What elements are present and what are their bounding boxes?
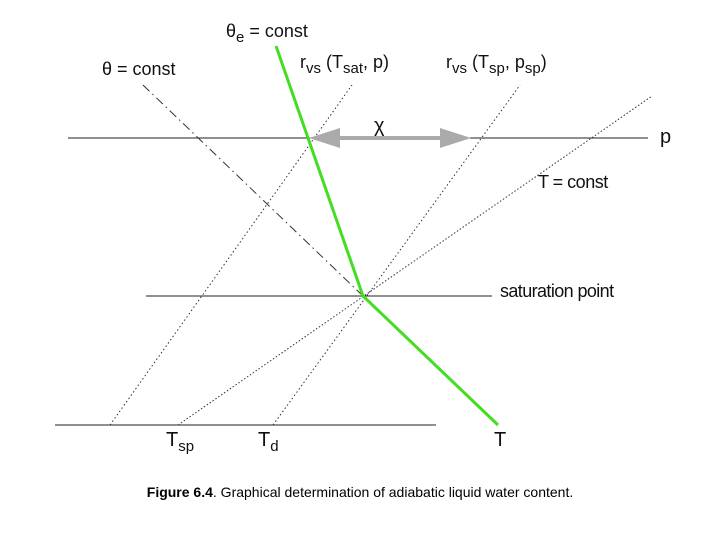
process-path xyxy=(276,46,498,425)
dry-adiabat-line xyxy=(143,85,363,296)
saturation-point-label: saturation point xyxy=(500,281,614,301)
rvs-sat-label: $r_{vs}$ ($T_{sat}$, p) xyxy=(300,52,390,77)
t-label: T xyxy=(494,429,507,451)
chi-arrow-left-head xyxy=(309,128,340,148)
figure-caption xyxy=(0,484,720,500)
theta-e-label: $\theta_e$ = const xyxy=(226,21,308,46)
chi-arrow-right-head xyxy=(440,128,471,148)
td-label: $T_d$ xyxy=(258,429,279,455)
rvs-sp-label: $r_{vs}$ ($T_{sp}$, $p_{sp}$) xyxy=(446,52,547,77)
figure-number: Figure 6.4 xyxy=(146,484,213,500)
isotherm-line xyxy=(178,96,652,425)
t-const-label: T = const xyxy=(538,172,608,192)
chi-label: χ xyxy=(374,115,385,137)
pressure-label: p xyxy=(660,126,672,148)
caption-text: . Graphical determination of adiabatic liquid water content. xyxy=(212,484,574,500)
tsp-label: $T_{sp}$ xyxy=(166,429,195,455)
theta-label: θ = const xyxy=(102,59,176,79)
